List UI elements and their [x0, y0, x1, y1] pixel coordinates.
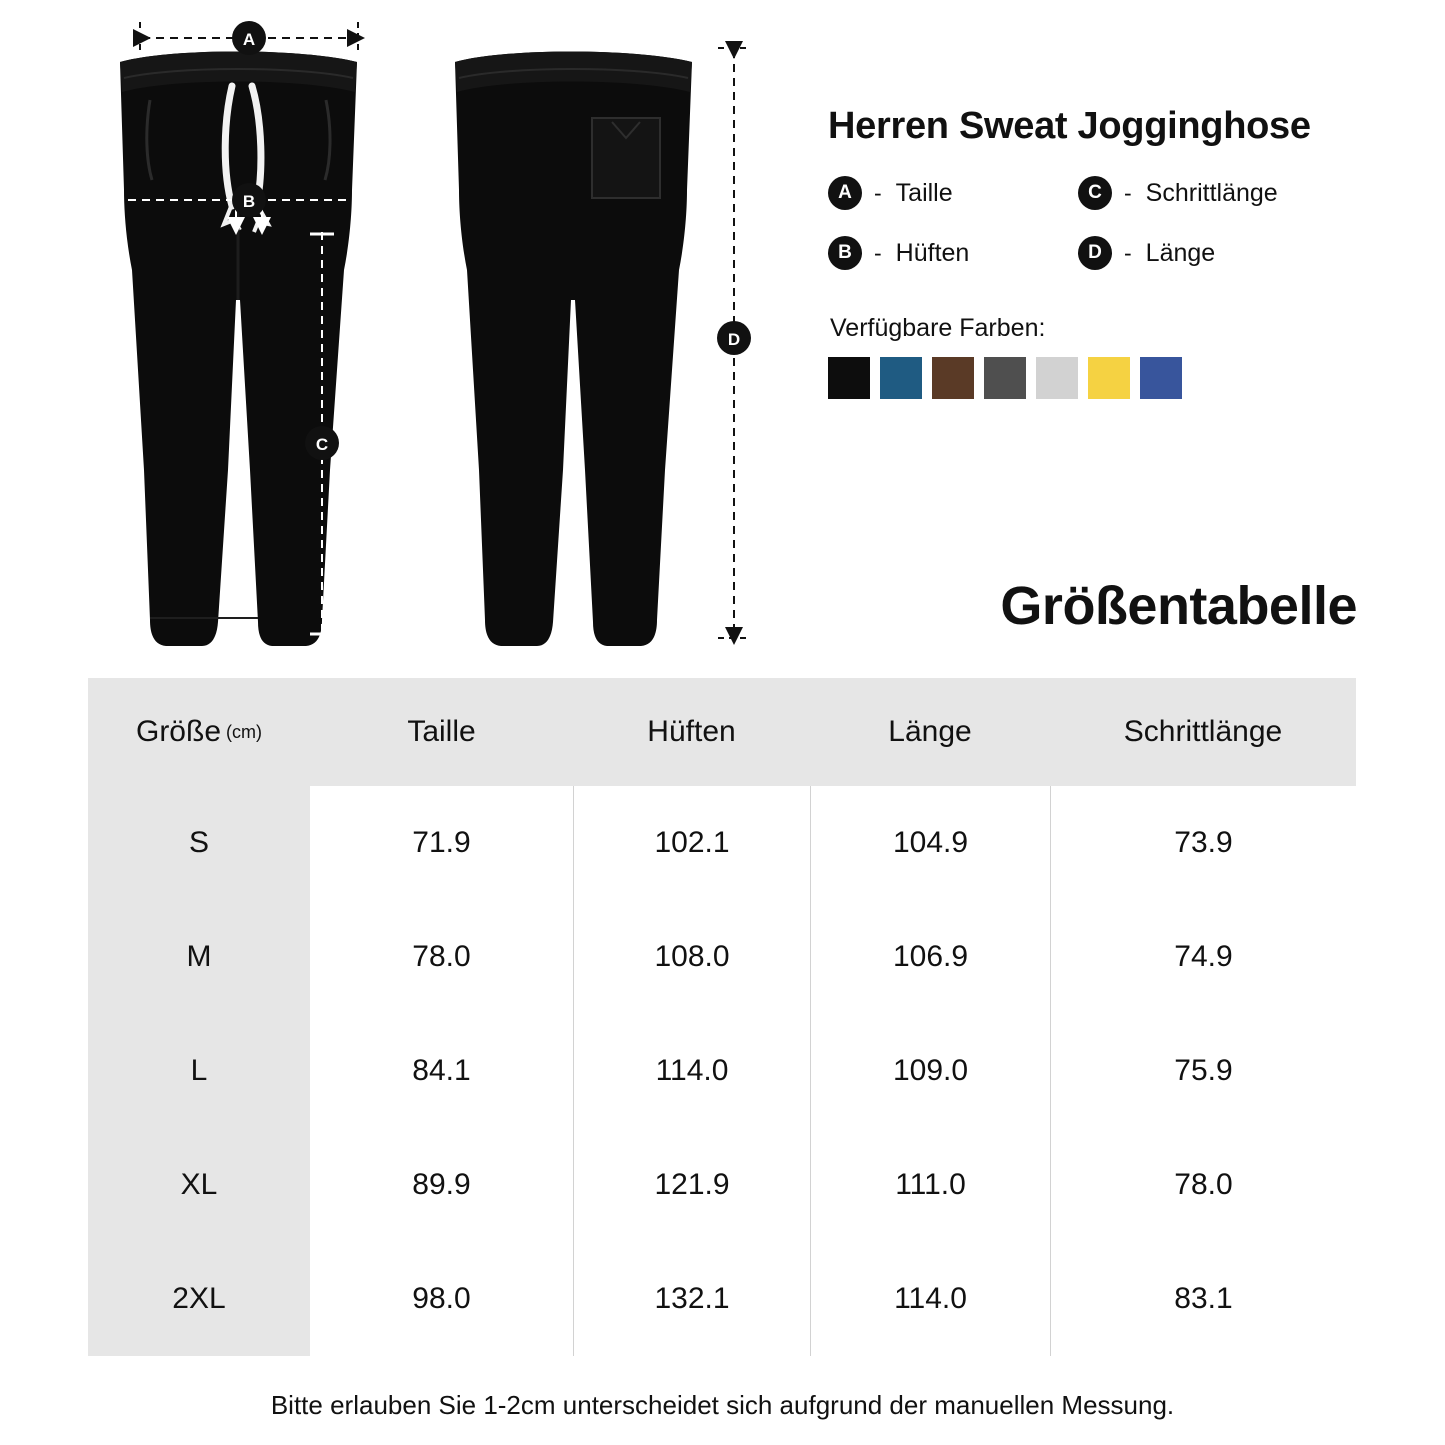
- cell-waist: 78.0: [412, 940, 471, 973]
- header-size-unit: (cm): [226, 721, 262, 742]
- color-swatch-gray[interactable]: [984, 357, 1026, 399]
- svg-text:B: B: [242, 192, 256, 211]
- color-swatch-light-gray[interactable]: [1036, 357, 1078, 399]
- cell-inseam: 74.9: [1050, 900, 1356, 1014]
- table-header-row: [88, 678, 1356, 786]
- color-swatch-brown[interactable]: [932, 357, 974, 399]
- header-size-label: Größe: [135, 715, 222, 748]
- table-row: [88, 786, 1356, 900]
- legend-dash: -: [1124, 239, 1132, 266]
- badge-b-icon: B: [828, 236, 862, 270]
- product-info: [828, 105, 1428, 399]
- legend-dash: -: [874, 179, 882, 206]
- size-table: [88, 678, 1356, 1356]
- color-swatch-yellow[interactable]: [1088, 357, 1130, 399]
- product-illustration: [0, 0, 820, 675]
- color-swatch-navy[interactable]: [1140, 357, 1182, 399]
- cell-waist: 71.9: [412, 826, 471, 859]
- table-row: [88, 1128, 1356, 1242]
- cell-waist: 89.9: [412, 1168, 471, 1201]
- header-waist: Taille: [310, 678, 573, 786]
- header-length: Länge: [810, 678, 1050, 786]
- cell-length: 106.9: [810, 900, 1050, 1014]
- svg-text:A: A: [242, 30, 256, 49]
- measure-d: [717, 48, 751, 638]
- cell-hips: 121.9: [573, 1128, 810, 1242]
- cell-size: 2XL: [88, 1242, 310, 1356]
- cell-length: 111.0: [810, 1128, 1050, 1242]
- legend-item-a: [828, 176, 1078, 210]
- badge-c-icon: C: [1078, 176, 1112, 210]
- pants-diagram-svg: [0, 0, 820, 675]
- cell-length: 114.0: [810, 1242, 1050, 1356]
- legend-grid: [828, 176, 1428, 270]
- cell-inseam: 75.9: [1050, 1014, 1356, 1128]
- color-swatches: [828, 357, 1428, 399]
- cell-inseam: 83.1: [1050, 1242, 1356, 1356]
- cell-inseam: 78.0: [1050, 1128, 1356, 1242]
- cell-size: S: [88, 786, 310, 900]
- legend-dash: -: [874, 239, 882, 266]
- cell-size: L: [88, 1014, 310, 1128]
- cell-length: 104.9: [810, 786, 1050, 900]
- legend-label-b: Hüften: [895, 238, 970, 267]
- measurement-note: Bitte erlauben Sie 1-2cm unterscheidet sich aufgrund der manuellen Messung.: [270, 1390, 1175, 1420]
- cell-hips: 102.1: [573, 786, 810, 900]
- legend-item-c: [1078, 176, 1338, 210]
- cell-waist: 98.0: [412, 1282, 471, 1315]
- legend-item-b: [828, 236, 1078, 270]
- badge-a-icon: A: [828, 176, 862, 210]
- table-row: [88, 1242, 1356, 1356]
- legend-label-d: Länge: [1145, 238, 1216, 267]
- color-swatch-black[interactable]: [828, 357, 870, 399]
- svg-text:D: D: [727, 330, 741, 349]
- header-inseam: Schrittlänge: [1050, 678, 1356, 786]
- cell-size: XL: [88, 1128, 310, 1242]
- svg-text:C: C: [315, 435, 329, 454]
- badge-d-icon: D: [1078, 236, 1112, 270]
- table-row: [88, 900, 1356, 1014]
- cell-hips: 114.0: [573, 1014, 810, 1128]
- legend-item-d: [1078, 236, 1338, 270]
- cell-waist: 84.1: [412, 1054, 471, 1087]
- cell-hips: 132.1: [573, 1242, 810, 1356]
- legend-label-a: Taille: [895, 178, 953, 207]
- pants-back: [455, 52, 692, 647]
- cell-size: M: [88, 900, 310, 1014]
- legend-dash: -: [1124, 179, 1132, 206]
- cell-hips: 108.0: [573, 900, 810, 1014]
- header-hips: Hüften: [573, 678, 810, 786]
- legend-label-c: Schrittlänge: [1145, 178, 1278, 207]
- size-table-heading: Größentabelle: [1000, 576, 1357, 636]
- available-colors-label: Verfügbare Farben:: [830, 314, 1046, 342]
- cell-inseam: 73.9: [1050, 786, 1356, 900]
- cell-length: 109.0: [810, 1014, 1050, 1128]
- page-title: Herren Sweat Jogginghose: [828, 105, 1311, 147]
- measure-a: [140, 21, 358, 55]
- color-swatch-blue[interactable]: [880, 357, 922, 399]
- table-row: [88, 1014, 1356, 1128]
- table-body: [88, 786, 1356, 1356]
- header-size: [88, 678, 310, 786]
